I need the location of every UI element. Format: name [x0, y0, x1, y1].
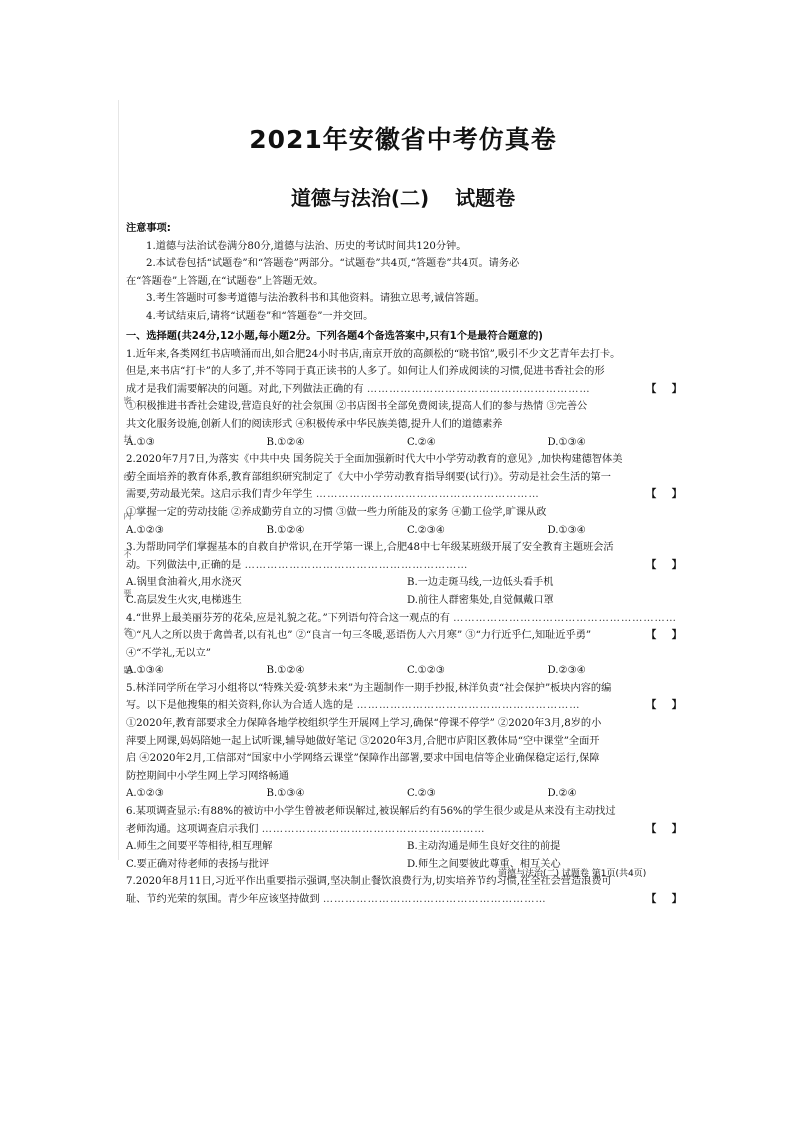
- statement-line: ①2020年,教育部要求全力保障各地学校组织学生开展网上学习,确保“停课不停学” ②2020年3月,8岁的小: [126, 718, 602, 730]
- statement-line: ①掌握一定的劳动技能 ②养成勤劳自立的习惯 ③做一些力所能及的家务 ④勤工俭学,旷课从政: [126, 506, 547, 518]
- question-1: [126, 346, 688, 452]
- option-c: C.①②③: [407, 665, 446, 677]
- question-stem: 但是,来书店“打卡”的人多了,并不等同于真正读书的人多了。如何让人们养成阅读的习惯,促进书香社会的形: [126, 366, 605, 378]
- option-d: D.①③④: [547, 524, 586, 536]
- statement-line: 防控期间中小学生网上学习网络畅通: [126, 770, 289, 782]
- exam-subtitle: [118, 182, 688, 211]
- question-2: [126, 451, 688, 539]
- question-4: [126, 610, 688, 680]
- answer-bracket: 【 】: [646, 488, 688, 501]
- statement-line: 共文化服务设施,创新人们的阅读形式 ④积极传承中华民族美德,提升人们的道德素养: [126, 418, 503, 430]
- subject-name: 道德与法治(二): [290, 186, 430, 210]
- option-d: D.②③④: [547, 665, 586, 677]
- note-item: 1.道德与法治试卷满分80分,道德与法治、历史的考试时间共120分钟。: [146, 240, 467, 252]
- option-d: D.①③④: [547, 436, 586, 448]
- note-item: 4.考试结束后,请将“试题卷”和“答题卷”一并交回。: [146, 310, 374, 322]
- option-b: B.①②④: [266, 665, 305, 677]
- note-item: 在“答题卷”上答题,在“试题卷”上答题无效。: [126, 275, 324, 287]
- question-stem: 1.近年来,各类网红书店喷涌而出,如合肥24小时书店,南京开放的高颜松的“晓书馆”,吸引不少文艺青年去打卡。: [126, 348, 621, 360]
- options-row: [126, 838, 688, 856]
- question-3: [126, 539, 688, 609]
- option-b: B.①③④: [266, 788, 305, 800]
- option-c: C.高层发生火灾,电梯逃生: [126, 594, 242, 606]
- choice-section: [123, 328, 688, 909]
- option-a: A.①③④: [126, 665, 164, 677]
- answer-bracket: 【 】: [646, 629, 688, 642]
- options-row: [126, 522, 688, 540]
- option-b: B.①②④: [266, 436, 305, 448]
- question-stem-last: 需要,劳动最光荣。这启示我们青少年学生 …………………………………………………… 【 】: [126, 486, 688, 504]
- option-b: B.主动沟通是师生良好交往的前提: [407, 841, 561, 853]
- page-footer: 道德与法治(二) 试题卷 第1页(共4页): [498, 869, 647, 879]
- note-item: 3.考生答题时可参考道德与法治教科书和其他资料。请独立思考,诚信答题。: [146, 293, 485, 305]
- question-stem-last: 写。以下是他搜集的相关资料,你认为合适人选的是 …………………………………………………… 【 】: [126, 697, 688, 715]
- statement-line: ④“不学礼,无以立”: [126, 647, 211, 659]
- statement-line: 启 ④2020年2月,工信部对“国家中小学网络云课堂”保障作出部署,要求中国电信等企业确保稳定运行,保障: [126, 753, 600, 765]
- option-c: C.要正确对待老师的表扬与批评: [126, 858, 270, 870]
- options-row: [126, 785, 688, 803]
- question-stem: 劳全面培养的教育体系,教育部组织研究制定了《大中小学劳动教育指导纲要(试行)》。劳动是社会生活的第一: [126, 471, 611, 483]
- exam-page: [118, 100, 688, 905]
- statement-line: ①积极推进书香社会建设,营造良好的社会氛围 ②书店图书全部免费阅读,提高人们的参与热情 ③完善公: [126, 401, 588, 413]
- option-a: A.①③: [126, 436, 155, 448]
- option-b: B.①②④: [266, 524, 305, 536]
- option-a: A.①②③: [126, 524, 164, 536]
- question-stem-last: 耻、节约光荣的氛围。青少年应该坚持做到 …………………………………………………… 【 】: [126, 891, 688, 909]
- exam-title: 2021年安徽省中考仿真卷: [249, 125, 557, 154]
- option-c: C.②④: [407, 436, 436, 448]
- answer-bracket: 【 】: [646, 558, 688, 571]
- question-6: [126, 803, 688, 873]
- question-stem: 2.2020年7月7日,为落实《中共中央 国务院关于全面加强新时代大中小学劳动教育的意见》,加快构建德智体美: [126, 454, 623, 466]
- options-row: [126, 574, 688, 592]
- question-stem: 3.为帮助同学们掌握基本的自救自护常识,在开学第一课上,合肥48中七年级某班级开展了安全教育主题班会活: [126, 542, 614, 554]
- notes-block: [126, 220, 688, 326]
- option-a: A.师生之间要平等相待,相互理解: [126, 841, 273, 853]
- question-5: [126, 680, 688, 803]
- question-stem-last: 成才是我们需要解决的问题。对此,下列做法正确的有 …………………………………………………… 【 】: [126, 381, 688, 399]
- note-item: 2.本试卷包括“试题卷”和“答题卷”两部分。“试题卷”共4页,“答题卷”共4页。请务必: [146, 258, 520, 270]
- statement-line: ①“凡人之所以贵于禽兽者,以有礼也” ②“良言一句三冬暖,恶语伤人六月寒” ③“力行近乎仁,知耻近乎勇”: [126, 630, 592, 642]
- answer-bracket: 【 】: [646, 893, 688, 905]
- notes-heading: 注意事项:: [126, 223, 171, 234]
- question-stem-last: 4.“世界上最美丽芬芳的花朵,应是礼貌之花。”下列语句符合这一观点的有 …………………………………………………… 【 】: [126, 610, 688, 628]
- options-row: [126, 434, 688, 452]
- option-d: D.师生之间要彼此尊重、相互关心: [407, 858, 561, 870]
- answer-bracket: 【 】: [646, 822, 688, 835]
- option-c: C.②③: [407, 788, 436, 800]
- answer-bracket: 【 】: [646, 699, 688, 712]
- statement-line: 萍要上网课,妈妈陪她一起上试听课,辅导她做好笔记 ③2020年3月,合肥市庐阳区教体局“空中课堂”全面开: [126, 735, 600, 747]
- section-heading: 一、选择题(共24分,12小题,每小题2分。下列各题4个备选答案中,只有1个是最符合题意的): [126, 331, 543, 342]
- question-stem-last: 动。下列做法中,正确的是 …………………………………………………… 【 】: [126, 557, 688, 575]
- question-stem: 5.林洋同学所在学习小组将以“特殊关爱·筑梦未来”为主题制作一期手抄报,林洋负责“社会保护”板块内容的编: [126, 682, 612, 694]
- question-stem: 7.2020年8月11日,习近平作出重要指示强调,坚决制止餐饮浪费行为,切实培养节约习惯,在全社会营造浪费可: [126, 876, 612, 888]
- options-row: [126, 592, 688, 610]
- option-b: B.一边走斑马线,一边低头看手机: [407, 577, 554, 589]
- option-d: D.前往人群密集处,自觉佩戴口罩: [407, 594, 554, 606]
- option-c: C.②③④: [407, 524, 446, 536]
- seal-line-text: 密 封 线 内 不 要 答 题: [123, 396, 132, 688]
- options-row: [126, 662, 688, 680]
- paper-type: 试题卷: [455, 186, 516, 210]
- option-d: D.②④: [547, 788, 577, 800]
- option-a: A.①②③: [126, 788, 164, 800]
- answer-bracket: 【 】: [646, 382, 688, 395]
- question-stem: 6.某项调查显示:有88%的被访中小学生曾被老师误解过,被误解后约有56%的学生很少或是从来没有主动找过: [126, 806, 616, 818]
- option-a: A.锅里食油着火,用水浇灭: [126, 577, 242, 589]
- question-stem-last: 老师沟通。这项调查启示我们 …………………………………………………… 【 】: [126, 821, 688, 839]
